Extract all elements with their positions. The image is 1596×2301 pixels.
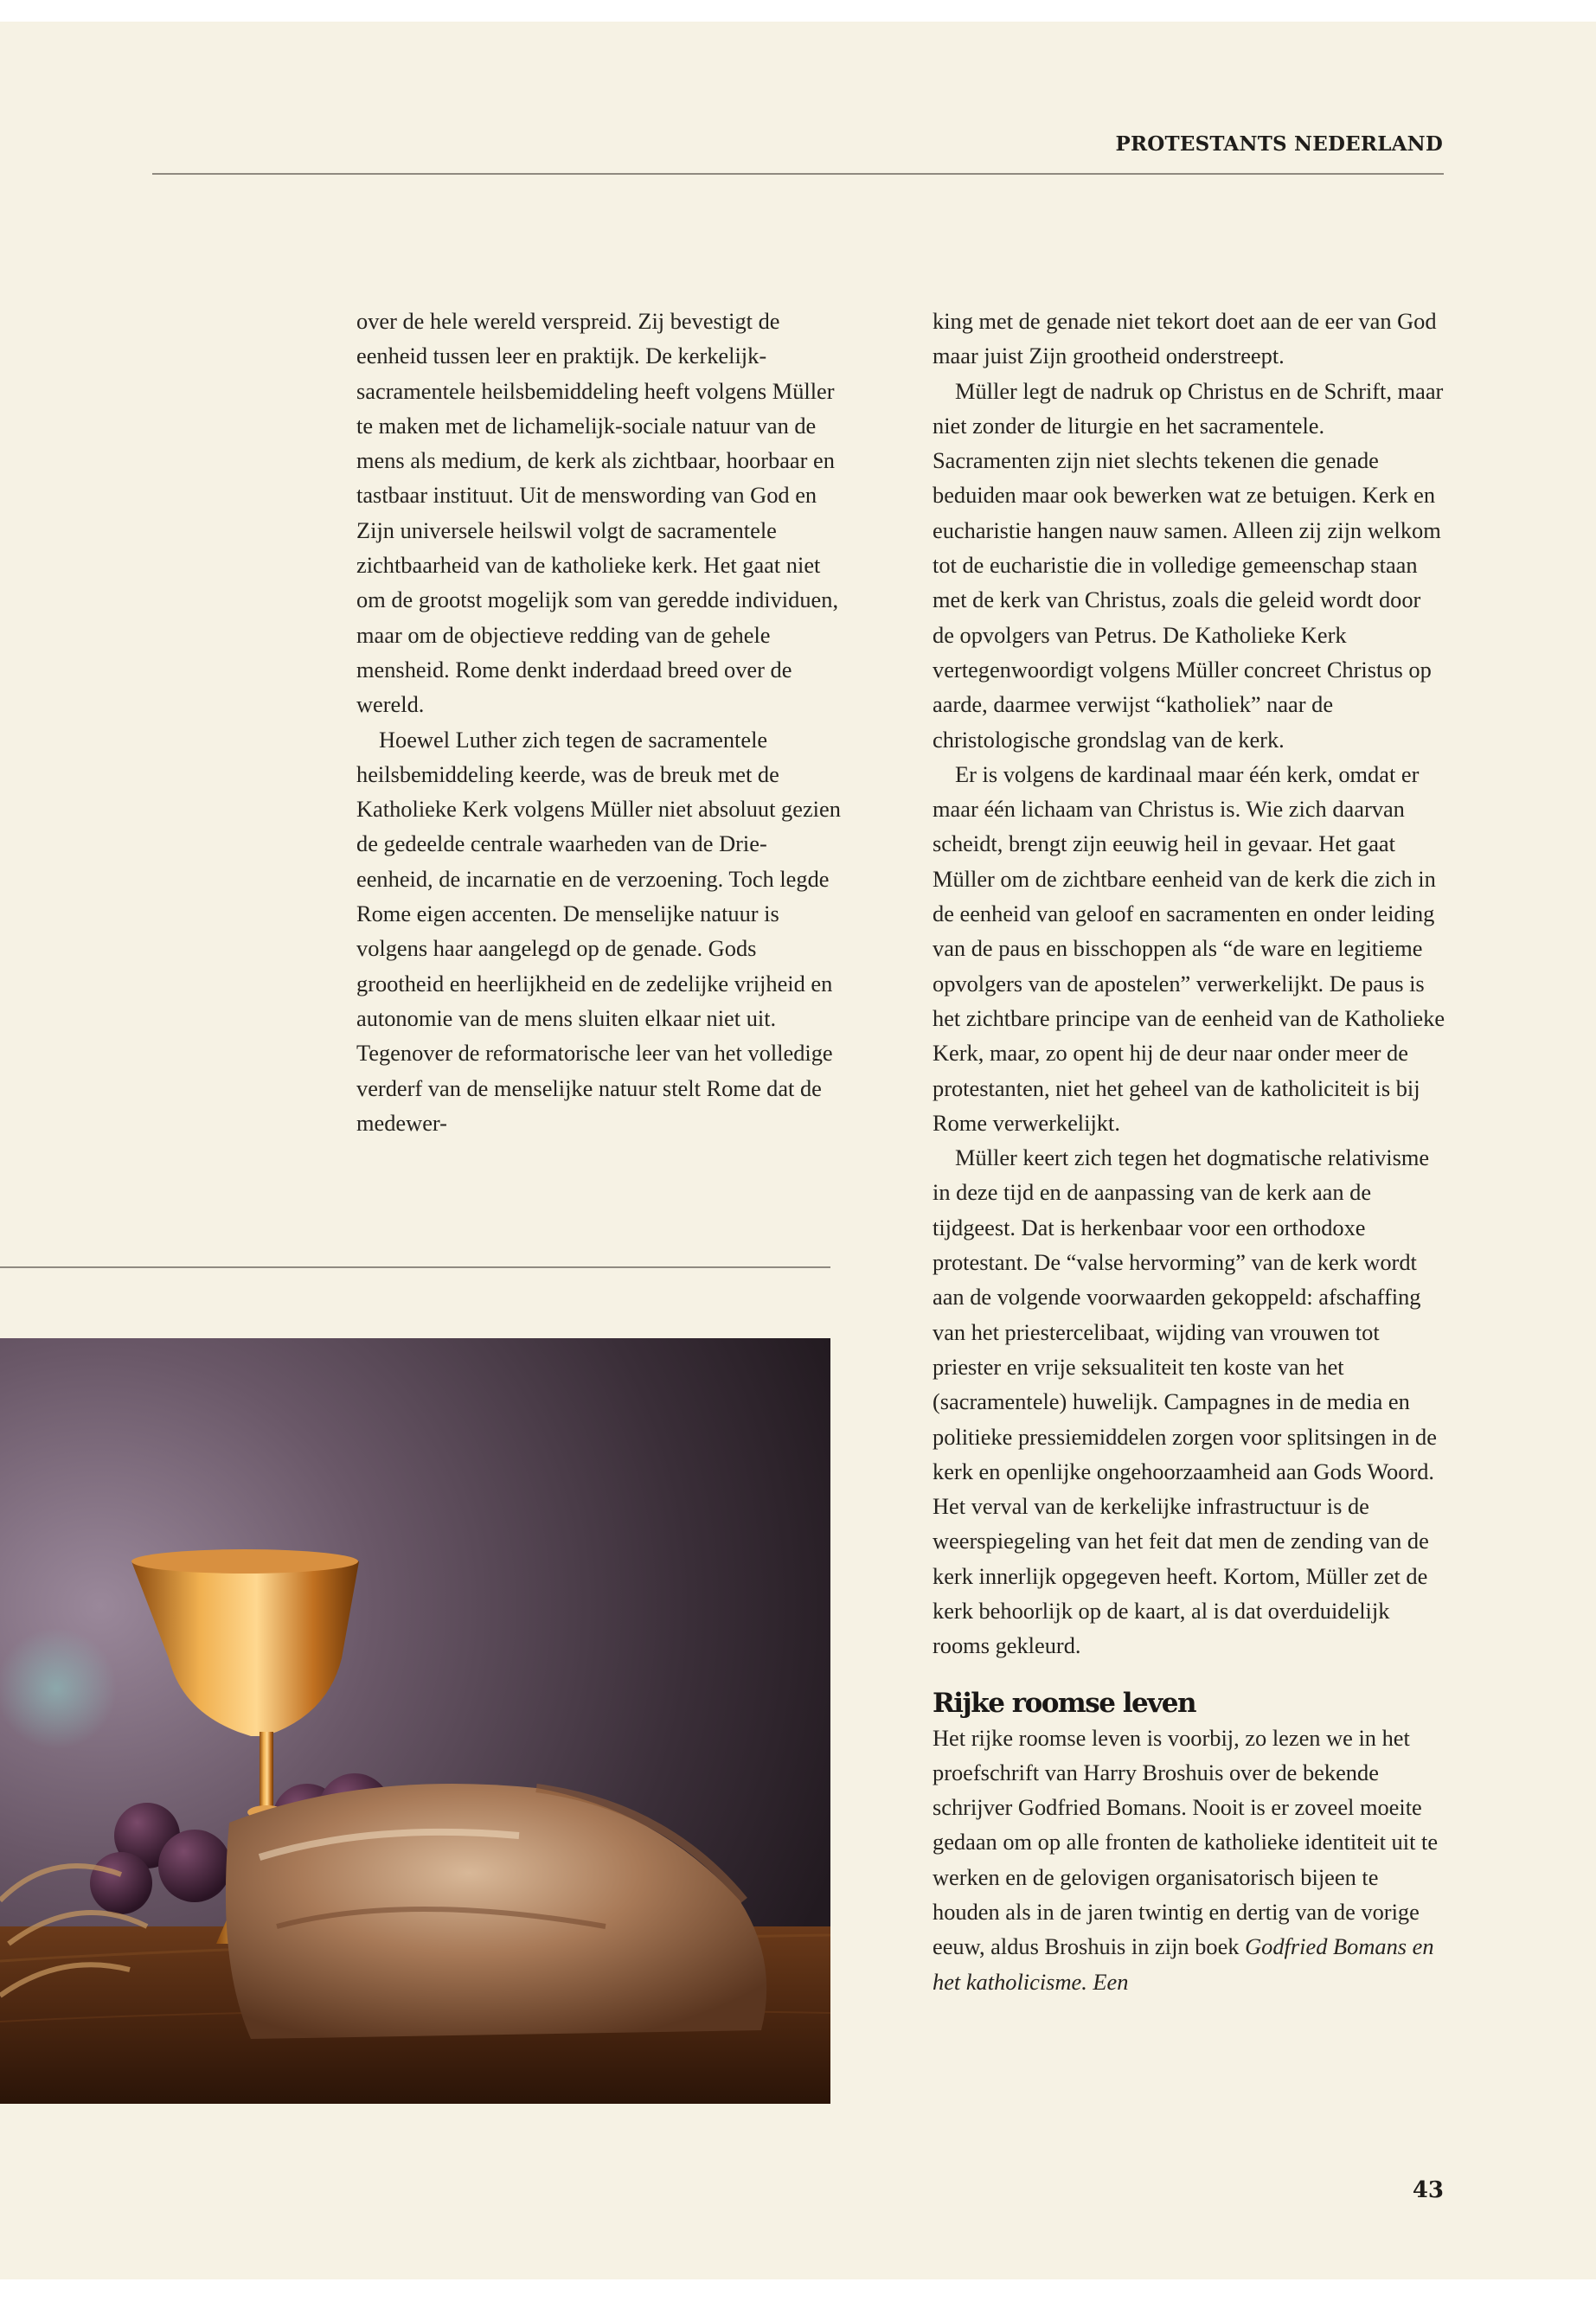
magazine-page: [0, 22, 1596, 2279]
body-paragraph: [933, 1721, 1447, 1999]
section-header: PROTESTANTS NEDERLAND: [1115, 132, 1443, 156]
right-column: [933, 304, 1447, 1999]
section-subheading: Rijke roomse leven: [933, 1687, 1195, 1719]
paragraph-text: Het rijke roomse leven is voorbij, zo lezen we in het proefschrift van Harry Broshuis over de bekende schrijver Godfried Bomans. Nooit is er zoveel moeite gedaan om op alle fronten de katholieke identiteit uit te werken en de gelovigen organisatorisch bijeen te houden als in de jaren twintig en dertig van de vorige eeuw, aldus Broshuis in zijn boek: [933, 1724, 1439, 1960]
book-title: Godfried Bomans en het katholicisme. Een: [933, 1933, 1434, 1995]
left-column: [356, 304, 841, 1140]
body-paragraph: king met de genade niet tekort doet aan de eer van God maar juist Zijn grootheid onderstreept.: [933, 308, 1437, 369]
body-paragraph: Müller keert zich tegen het dogmatische relativisme in deze tijd en de aanpassing van de kerk aan de tijdgeest. Dat is herkenbaar voor een orthodoxe protestant. De “valse hervorming” van de kerk wordt aan de volgende voorwaarden gekoppeld: afschaffing van het priestercelibaat, wijding van vrouwen tot priester en vrije seksualiteit ten koste van het (sacramentele) huwelijk. Campagnes in de media en politieke pressiemiddelen zorgen voor splitsingen in de kerk en openlijke ongehoorzaamheid aan Gods Woord. Het verval van de kerkelijke infrastructuur is de weerspiegeling van het feit dat men de zending van de kerk innerlijk opgegeven heeft. Kortom, Müller zet de kerk behoorlijk op de kaart, al is dat overduidelijk rooms gekleurd.: [933, 1144, 1437, 1659]
header-divider: [152, 173, 1444, 175]
image-divider: [0, 1266, 830, 1268]
body-paragraph: Müller legt de nadruk op Christus en de Schrift, maar niet zonder de liturgie en het sacramentele. Sacramenten zijn niet slechts tekenen die genade beduiden maar ook bewerken wat ze betuigen. Kerk en eucharistie hangen nauw samen. Alleen zij zijn welkom tot de eucharistie die in volledige gemeenschap staan met de kerk van Christus, zoals die geleid wordt door de opvolgers van Petrus. De Katholieke Kerk vertegenwoordigt volgens Müller concreet Christus op aarde, daarmee verwijst “katholiek” naar de christologische grondslag van de kerk.: [933, 377, 1444, 753]
chalice-bread-photo: [0, 1338, 830, 2104]
page-number: 43: [1412, 2177, 1444, 2203]
body-paragraph: over de hele wereld verspreid. Zij bevestigt de eenheid tussen leer en praktijk. De kerkelijk-sacramentele heilsbemiddeling heeft volgens Müller te maken met de lichamelijk-sociale natuur van de mens als medium, de kerk als zichtbaar, hoorbaar en tastbaar instituut. Uit de menswording van God en Zijn universele heilswil volgt de sacramentele zichtbaarheid van de katholieke kerk. Het gaat niet om de grootst mogelijk som van geredde individuen, maar om de objectieve redding van de gehele mensheid. Rome denkt inderdaad breed over de wereld.: [356, 308, 839, 718]
body-paragraph: Er is volgens de kardinaal maar één kerk, omdat er maar één lichaam van Christus is. Wie zich daarvan scheidt, brengt zijn eeuwig heil in gevaar. Het gaat Müller om de zichtbare eenheid van de kerk die zich in de eenheid van geloof en sacramenten en onder leiding van de paus en bisschoppen als “de ware en legitieme opvolgers van de apostelen” verwerkelijkt. De paus is het zichtbare principe van de eenheid van de Katholieke Kerk, maar, zo opent hij de deur naar onder meer de protestanten, niet het geheel van de katholiciteit is bij Rome verwerkelijkt.: [933, 760, 1445, 1136]
body-paragraph: Hoewel Luther zich tegen de sacramentele heilsbemiddeling keerde, was de breuk met de Katholieke Kerk volgens Müller niet absoluut gezien de gedeelde centrale waarheden van de Drie-eenheid, de incarnatie en de verzoening. Toch legde Rome eigen accenten. De menselijke natuur is volgens haar aangelegd op de genade. Gods grootheid en heerlijkheid en de zedelijke vrijheid en autonomie van de mens sluiten elkaar niet uit. Tegenover de reformatorische leer van het volledige verderf van de menselijke natuur stelt Rome dat de medewer-: [356, 726, 841, 1136]
